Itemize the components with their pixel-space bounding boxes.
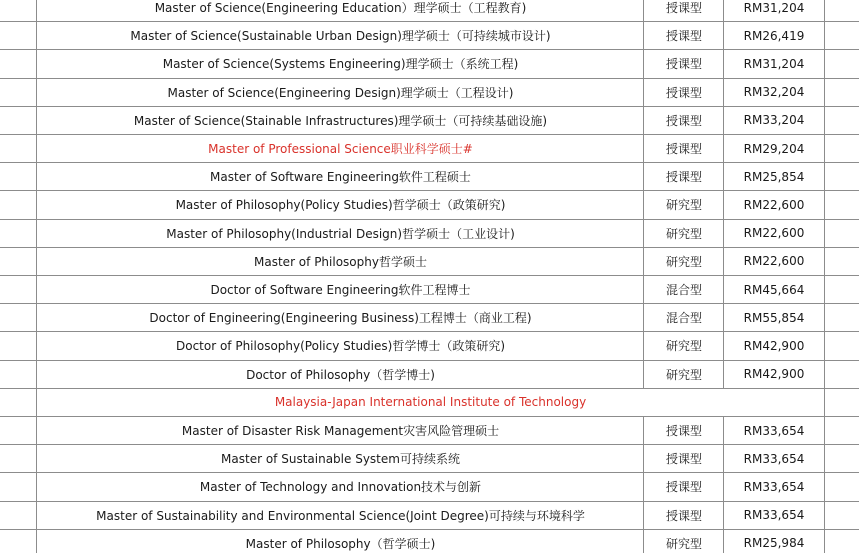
program-type-cell: 研究型 bbox=[643, 191, 724, 218]
program-type-cell: 混合型 bbox=[643, 304, 724, 331]
program-type-cell: 授课型 bbox=[643, 445, 724, 472]
program-type-cell: 授课型 bbox=[643, 79, 724, 106]
table-row bbox=[0, 191, 859, 219]
tuition-fee-cell: RM29,204 bbox=[723, 135, 825, 162]
program-type-cell: 授课型 bbox=[643, 0, 724, 21]
table-row bbox=[0, 135, 859, 163]
program-name-cell: Master of Science(Engineering Education）理学硕士（工程教育) bbox=[36, 0, 644, 21]
program-type-cell: 授课型 bbox=[643, 22, 724, 49]
program-type-cell: 混合型 bbox=[643, 276, 724, 303]
tuition-fee-cell: RM26,419 bbox=[723, 22, 825, 49]
program-name-cell: Master of Science(Engineering Design)理学硕士（工程设计) bbox=[36, 79, 644, 106]
tuition-fee-cell: RM33,654 bbox=[723, 417, 825, 444]
program-type-cell: 授课型 bbox=[643, 502, 724, 529]
program-name-cell: Master of Philosophy哲学硕士 bbox=[36, 248, 644, 275]
tuition-fee-cell: RM45,664 bbox=[723, 276, 825, 303]
program-type-cell: 研究型 bbox=[643, 220, 724, 247]
table-row bbox=[0, 304, 859, 332]
program-name-cell: Doctor of Philosophy(Policy Studies)哲学博士（政策研究) bbox=[36, 332, 644, 359]
table-row bbox=[0, 220, 859, 248]
program-type-cell: 授课型 bbox=[643, 50, 724, 77]
tuition-fee-cell: RM22,600 bbox=[723, 191, 825, 218]
table-row bbox=[0, 50, 859, 78]
program-name-cell: Doctor of Engineering(Engineering Business)工程博士（商业工程) bbox=[36, 304, 644, 331]
table-row bbox=[0, 473, 859, 501]
table-row bbox=[0, 445, 859, 473]
tuition-fee-cell: RM32,204 bbox=[723, 79, 825, 106]
program-name-cell: Master of Science(Systems Engineering)理学硕士（系统工程) bbox=[36, 50, 644, 77]
program-type-cell: 授课型 bbox=[643, 107, 724, 134]
table-row bbox=[0, 417, 859, 445]
tuition-fee-cell: RM31,204 bbox=[723, 50, 825, 77]
table-row bbox=[0, 276, 859, 304]
table-row bbox=[0, 163, 859, 191]
program-name-cell: Master of Professional Science职业科学硕士# bbox=[36, 135, 644, 162]
table-row bbox=[0, 332, 859, 360]
program-type-cell: 授课型 bbox=[643, 473, 724, 500]
tuition-fee-cell: RM33,654 bbox=[723, 473, 825, 500]
program-type-cell: 研究型 bbox=[643, 248, 724, 275]
program-name-cell: Master of Software Engineering软件工程硕士 bbox=[36, 163, 644, 190]
program-name-cell: Doctor of Philosophy（哲学博士) bbox=[36, 361, 644, 388]
table-row bbox=[0, 0, 859, 22]
program-type-cell: 研究型 bbox=[643, 361, 724, 388]
tuition-fee-cell: RM22,600 bbox=[723, 220, 825, 247]
section-header-row bbox=[0, 389, 859, 417]
table-row bbox=[0, 79, 859, 107]
program-name-cell: Master of Science(Stainable Infrastructures)理学硕士（可持续基础设施) bbox=[36, 107, 644, 134]
tuition-fee-cell: RM42,900 bbox=[723, 332, 825, 359]
table-row bbox=[0, 248, 859, 276]
program-type-cell: 研究型 bbox=[643, 530, 724, 553]
table-row bbox=[0, 530, 859, 553]
tuition-fee-cell: RM25,984 bbox=[723, 530, 825, 553]
program-name-cell: Master of Sustainability and Environmental Science(Joint Degree)可持续与环境科学 bbox=[36, 502, 644, 529]
section-title: Malaysia-Japan International Institute of Technology bbox=[36, 389, 825, 416]
tuition-fee-cell: RM31,204 bbox=[723, 0, 825, 21]
program-name-cell: Master of Philosophy(Industrial Design)哲学硕士（工业设计) bbox=[36, 220, 644, 247]
program-name-cell: Master of Philosophy（哲学硕士) bbox=[36, 530, 644, 553]
tuition-fee-cell: RM22,600 bbox=[723, 248, 825, 275]
program-name-cell: Doctor of Software Engineering软件工程博士 bbox=[36, 276, 644, 303]
tuition-fee-cell: RM33,654 bbox=[723, 502, 825, 529]
tuition-fee-cell: RM33,654 bbox=[723, 445, 825, 472]
program-type-cell: 研究型 bbox=[643, 332, 724, 359]
program-name-cell: Master of Science(Sustainable Urban Design)理学硕士（可持续城市设计) bbox=[36, 22, 644, 49]
table-row bbox=[0, 22, 859, 50]
program-type-cell: 授课型 bbox=[643, 417, 724, 444]
tuition-fee-cell: RM42,900 bbox=[723, 361, 825, 388]
program-type-cell: 授课型 bbox=[643, 135, 724, 162]
table-row bbox=[0, 107, 859, 135]
tuition-fee-cell: RM33,204 bbox=[723, 107, 825, 134]
program-name-cell: Master of Disaster Risk Management灾害风险管理硕士 bbox=[36, 417, 644, 444]
tuition-fee-cell: RM55,854 bbox=[723, 304, 825, 331]
program-name-cell: Master of Technology and Innovation技术与创新 bbox=[36, 473, 644, 500]
table-row bbox=[0, 502, 859, 530]
program-name-cell: Master of Philosophy(Policy Studies)哲学硕士（政策研究) bbox=[36, 191, 644, 218]
table-row bbox=[0, 361, 859, 389]
program-type-cell: 授课型 bbox=[643, 163, 724, 190]
program-name-cell: Master of Sustainable System可持续系统 bbox=[36, 445, 644, 472]
tuition-fee-cell: RM25,854 bbox=[723, 163, 825, 190]
